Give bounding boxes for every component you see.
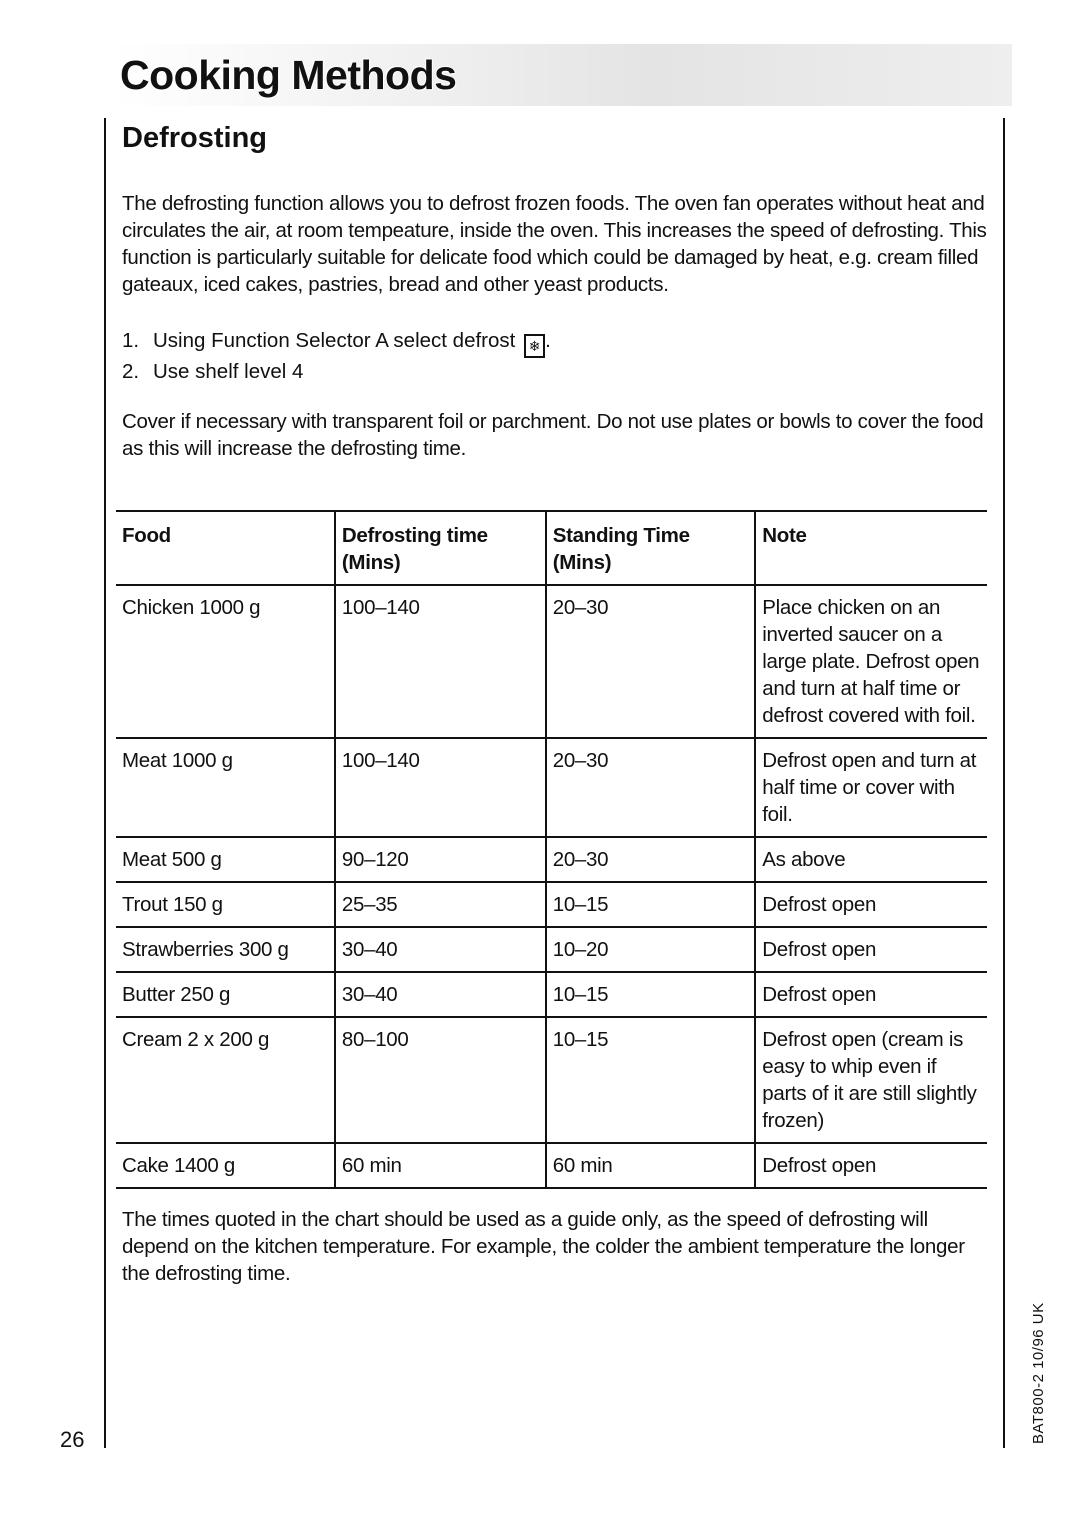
cell-food: Chicken 1000 g [116,585,335,738]
page-number: 26 [60,1427,85,1452]
intro-paragraph: The defrosting function allows you to defrost frozen foods. The oven fan operates without heat and circulates the air, at room tempeature, inside the oven. This increases the speed of defrosting. This function is particularly suitable for delicate food which could be damaged by heat, e.g. cream filled gateaux, iced cakes, pastries, bread and other yeast products. [122,192,987,296]
table-row [116,585,987,738]
step-item [122,327,551,358]
cell-standing-time: 10–15 [546,1017,756,1143]
cell-food: Trout 150 g [116,882,335,927]
cell-standing-time: 20–30 [546,585,756,738]
cell-defrost-time: 25–35 [335,882,546,927]
cell-note: Defrost open [755,882,987,927]
cell-note: Defrost open and turn at half time or cover with foil. [755,738,987,837]
cell-food: Cake 1400 g [116,1143,335,1188]
step-text: Using Function Selector A select defrost [153,329,516,352]
table-row [116,927,987,972]
cell-standing-time: 10–20 [546,927,756,972]
defrosting-table [116,510,987,1189]
table-header-row [116,511,987,585]
defrost-icon: ❄ [524,334,545,358]
cell-defrost-time: 100–140 [335,585,546,738]
cell-note: Defrost open (cream is easy to whip even if parts of it are still slightly frozen) [755,1017,987,1143]
left-margin-rule [104,118,106,1448]
cell-defrost-time: 90–120 [335,837,546,882]
cell-defrost-time: 30–40 [335,927,546,972]
table-row [116,1017,987,1143]
table-row [116,972,987,1017]
cell-note: Defrost open [755,1143,987,1188]
cell-defrost-time: 30–40 [335,972,546,1017]
cell-food: Butter 250 g [116,972,335,1017]
cell-standing-time: 10–15 [546,972,756,1017]
step-number: 1. [122,329,140,352]
cell-defrost-time: 60 min [335,1143,546,1188]
cell-defrost-time: 80–100 [335,1017,546,1143]
right-margin-rule [1003,118,1005,1448]
cover-note-paragraph: Cover if necessary with transparent foil or parchment. Do not use plates or bowls to cover the food as this will increase the defrosting time. [122,410,984,460]
header-note: Note [755,511,987,585]
cell-standing-time: 60 min [546,1143,756,1188]
cell-note: Defrost open [755,972,987,1017]
cell-food: Meat 1000 g [116,738,335,837]
banner-title: Cooking Methods [120,52,457,98]
header-defrosting-time: Defrosting time (Mins) [335,511,546,585]
cell-food: Cream 2 x 200 g [116,1017,335,1143]
cell-note: Place chicken on an inverted saucer on a large plate. Defrost open and turn at half time or defrost covered with foil. [755,585,987,738]
cell-standing-time: 20–30 [546,738,756,837]
header-food: Food [116,511,335,585]
step-number: 2. [122,360,140,383]
cell-standing-time: 10–15 [546,882,756,927]
document-code: BAT800-2 10/96 UK [1030,1302,1047,1444]
header-standing-time: Standing Time (Mins) [546,511,756,585]
table-row [116,882,987,927]
cell-note: Defrost open [755,927,987,972]
cell-defrost-time: 100–140 [335,738,546,837]
table-row [116,738,987,837]
instruction-steps [122,327,551,385]
section-heading: Defrosting [122,122,267,154]
step-suffix: . [545,329,551,352]
step-text: Use shelf level 4 [153,360,304,383]
table-row [116,1143,987,1188]
cell-standing-time: 20–30 [546,837,756,882]
step-item [122,358,551,385]
table-row [116,837,987,882]
cell-food: Meat 500 g [116,837,335,882]
footer-note-paragraph: The times quoted in the chart should be used as a guide only, as the speed of defrosting will depend on the kitchen temperature. For example, the colder the ambient temperature the longer the defrosting time. [122,1208,965,1285]
cell-food: Strawberries 300 g [116,927,335,972]
cell-note: As above [755,837,987,882]
